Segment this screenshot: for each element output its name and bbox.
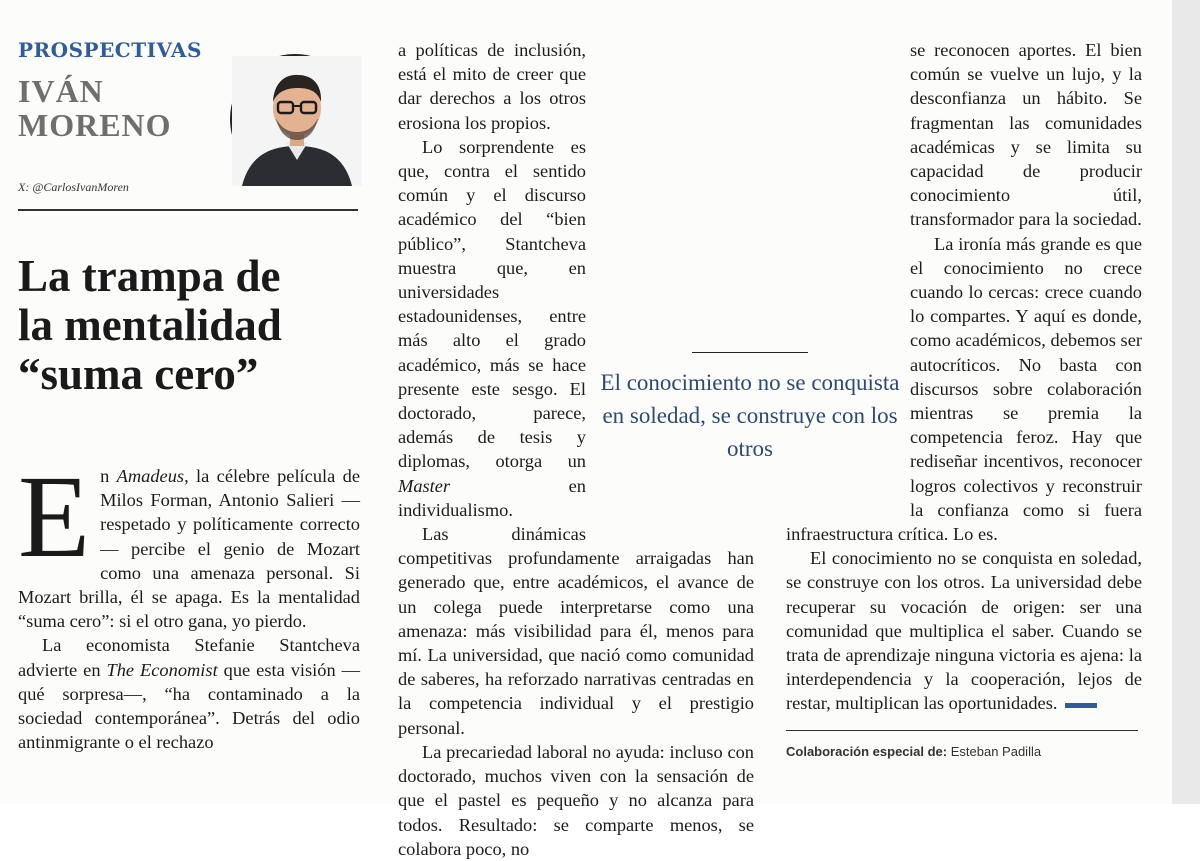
text-run: , la célebre película de Milos Forman, Antonio Salieri —respetado y políticamente correcto— percibe el genio de Mozart como una amenaza personal. Si Mozart brilla, él se apaga. Es la mentalidad “suma cero”: si el otro gana, yo pierdo. [18,466,361,632]
text-run: Lo sorprendente es que, contra el sentido común y el discurso académico del “bien público”, Stantcheva muestra que, en universidades estadounidenses, entre más alto el grado académico, más se hace presente este sesgo. El doctorado, parece, además de tesis y diplomas, otorga un [398,136,586,472]
text-run: que esta visión —qué sorpresa—, “ha contaminado a la sociedad contemporánea”. Detrás del odio antinmigrante o el rechazo [18,659,361,753]
section-label: PROSPECTIVAS [18,38,202,62]
end-mark-icon [1065,703,1097,708]
paragraph [786,546,1142,715]
author-last-name: MORENO [18,107,172,143]
headline [18,252,360,399]
text-run: n [100,466,117,486]
emphasis: Master [398,475,451,496]
author-avatar [230,54,360,184]
paragraph: La precariedad laboral no ayuda: incluso con doctorado, muchos viven con la sensación de que el pastel es pequeño y no alcanza para todos. Resultado: se comparte menos, se colabora poco, no [398,741,754,859]
film-title: Amadeus [116,466,185,486]
paragraph [18,451,361,633]
pullquote-space [786,304,910,502]
headline-line-1: La trampa de [18,251,281,301]
left-body [18,451,361,754]
paragraph [18,633,360,754]
headline-line-3: “suma cero” [18,349,259,399]
author-first-name: IVÁN [18,73,104,109]
text-run: en individualismo. [398,475,586,520]
paragraph: Las dinámicas competitivas profundamente arraigadas han generado que, entre académicos, el avance de un colega puede interpretarse como una amenaza: más visibilidad para él, menos para mí. La universidad, que nació como comunidad de saberes, ha reforzado narrativas centradas en la competencia individual y el prestigio personal. [398,524,754,738]
credit-line [786,744,1041,759]
publication-title: The Economist [106,659,218,680]
drop-cap: E [18,451,91,582]
paragraph: a políticas de inclusión, está el mito de creer que dar derechos a los otros erosiona los propios. [398,40,586,133]
header-divider [18,209,358,211]
right-column [786,38,1142,716]
left-column [18,38,361,753]
author-handle: X: @CarlosIvanMoren [18,180,129,194]
headline-line-2: la mentalidad [18,300,282,350]
credit-name: Esteban Padilla [950,744,1042,759]
text-run: El conocimiento no se conquista en soledad, se construye con los otros. La universidad debe recuperar su vocación de origen: ser una comunidad que multiplica el saber. Cuando se trata de aprendizaje ninguna victoria es ajena: la interdependencia y la cooperación, lejos de restar, multiplican las oportunidades. [786,548,1142,714]
credit-label: Colaboración especial de: [786,744,948,759]
pullquote: El conocimiento no se conquista en soledad, se construye con los otros [600,370,900,461]
paragraph: se reconocen aportes. El bien común se vuelve un lujo, y la desconfianza un hábito. Se fragmentan las comunidades académicas y se limita su capacidad de producir conocimiento útil, transformador para la sociedad. [910,40,1142,230]
credit-divider [786,730,1138,731]
paragraph: La ironía más grande es que el conocimiento no crece cuando lo cercas: crece cuando lo compartes. Y aquí es donde, como académicos, debemos ser autocríticos. No basta con discursos sobre colaboración mientras se premia la competencia feroz. Hay que rediseñar incentivos, reconocer logros colectivos y reconstruir la confianza como si fuera infraestructura crítica. Lo es. [786,233,1142,545]
text-run: La economista Stefanie Stantcheva advierte en [18,635,360,680]
author-photo-icon [232,56,362,186]
page-edge [1172,0,1200,804]
